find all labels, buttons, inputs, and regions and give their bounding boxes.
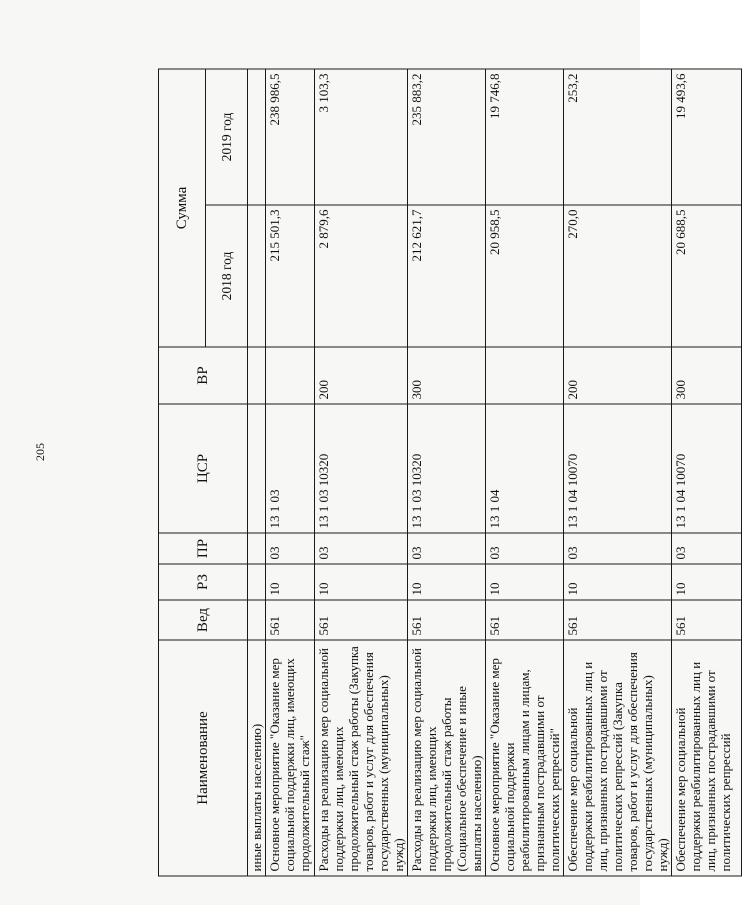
header-csr: ЦСР xyxy=(159,404,248,533)
row-sum-2019: 253,2 xyxy=(564,69,672,205)
row-rz: 10 xyxy=(486,564,564,600)
row-sum-2019: 19 493,6 xyxy=(672,69,742,205)
row-sum-2018: 20 688,5 xyxy=(672,205,742,347)
row-pr: 03 xyxy=(672,533,742,564)
row-sum-2019: 238 986,5 xyxy=(266,69,315,205)
row-name: Расходы на реализацию мер социальной поддержки лиц, имеющих продолжительный стаж работы (Социальное обеспечение и иные выплаты населению) xyxy=(408,640,486,876)
header-ved: Вед xyxy=(159,600,248,640)
row-rz: 10 xyxy=(315,564,408,600)
row-ved: 561 xyxy=(408,600,486,640)
row-rz xyxy=(248,564,266,600)
row-sum-2019 xyxy=(248,69,266,205)
row-ved: 561 xyxy=(672,600,742,640)
row-pr xyxy=(248,533,266,564)
row-name: Обеспечение мер социальной поддержки реабилитированных лиц и лиц, признанных пострадавшими от политических репрессий xyxy=(672,640,742,876)
header-name: Наименование xyxy=(159,640,248,876)
row-name: Обеспечение мер социальной поддержки реабилитированных лиц и лиц, признанных пострадавшими от политических репрессий (Закупка товаров, работ и услуг для обеспечения государственных (муниципальных) нужд) xyxy=(564,640,672,876)
row-ved: 561 xyxy=(315,600,408,640)
table-row xyxy=(564,69,672,876)
row-pr: 03 xyxy=(486,533,564,564)
header-2018: 2018 год xyxy=(206,205,248,347)
row-csr: 13 1 04 xyxy=(486,404,564,533)
row-csr: 13 1 04 10070 xyxy=(564,404,672,533)
row-vr: 200 xyxy=(564,347,672,404)
table-row xyxy=(408,69,486,876)
row-name: Расходы на реализацию мер социальной поддержки лиц, имеющих продолжительный стаж работы (Закупка товаров, работ и услуг для обеспечения государственных (муниципальных) нужд) xyxy=(315,640,408,876)
header-vr: ВР xyxy=(159,347,248,404)
row-rz: 10 xyxy=(266,564,315,600)
row-sum-2018 xyxy=(248,205,266,347)
row-csr: 13 1 03 10320 xyxy=(315,404,408,533)
table-row xyxy=(486,69,564,876)
row-vr xyxy=(266,347,315,404)
row-rz: 10 xyxy=(564,564,672,600)
row-sum-2019: 235 883,2 xyxy=(408,69,486,205)
header-summa: Сумма xyxy=(159,69,206,347)
row-csr: 13 1 04 10070 xyxy=(672,404,742,533)
header-rz: РЗ xyxy=(159,564,248,600)
row-sum-2018: 215 501,3 xyxy=(266,205,315,347)
row-vr: 300 xyxy=(672,347,742,404)
row-rz: 10 xyxy=(672,564,742,600)
header-row xyxy=(159,69,206,876)
row-csr xyxy=(248,404,266,533)
row-pr: 03 xyxy=(564,533,672,564)
budget-table-rotated xyxy=(158,70,733,877)
row-pr: 03 xyxy=(315,533,408,564)
row-sum-2018: 270,0 xyxy=(564,205,672,347)
row-vr: 200 xyxy=(315,347,408,404)
row-rz: 10 xyxy=(408,564,486,600)
row-name: Основное мероприятие "Оказание мер социальной поддержки реабилитированным лицам и лицам, признанным пострадавшими от политических репрессий" xyxy=(486,640,564,876)
row-vr xyxy=(248,347,266,404)
row-vr: 300 xyxy=(408,347,486,404)
row-sum-2018: 212 621,7 xyxy=(408,205,486,347)
table-row xyxy=(315,69,408,876)
row-csr: 13 1 03 10320 xyxy=(408,404,486,533)
row-csr: 13 1 03 xyxy=(266,404,315,533)
row-ved: 561 xyxy=(266,600,315,640)
row-ved: 561 xyxy=(486,600,564,640)
page-number: 205 xyxy=(33,443,47,461)
table-row xyxy=(266,69,315,876)
row-sum-2018: 2 879,6 xyxy=(315,205,408,347)
row-vr xyxy=(486,347,564,404)
row-sum-2019: 3 103,3 xyxy=(315,69,408,205)
row-sum-2019: 19 746,8 xyxy=(486,69,564,205)
table-row xyxy=(672,69,742,876)
table-row xyxy=(248,69,266,876)
row-name: иные выплаты населению) xyxy=(248,640,266,876)
row-pr: 03 xyxy=(266,533,315,564)
header-pr: ПР xyxy=(159,533,248,564)
row-ved: 561 xyxy=(564,600,672,640)
row-ved xyxy=(248,600,266,640)
budget-table xyxy=(158,68,742,876)
row-sum-2018: 20 958,5 xyxy=(486,205,564,347)
header-2019: 2019 год xyxy=(206,69,248,205)
row-pr: 03 xyxy=(408,533,486,564)
row-name: Основное мероприятие "Оказание мер социальной поддержки лиц, имеющих продолжительный стаж" xyxy=(266,640,315,876)
